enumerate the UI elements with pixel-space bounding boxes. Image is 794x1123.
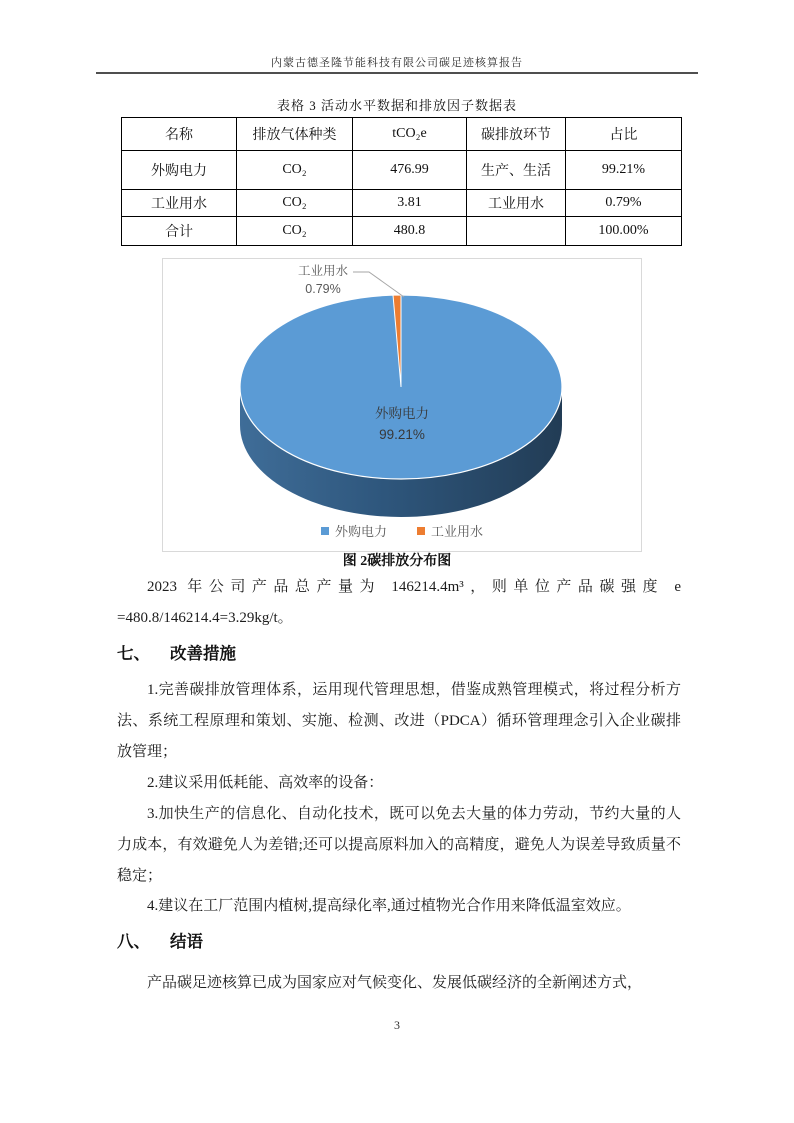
header-rule xyxy=(96,72,698,74)
col-header-share: 占比 xyxy=(566,118,682,151)
pie-callout-label xyxy=(271,262,375,298)
production-line-2: =480.8/146214.4=3.29kg/t。 xyxy=(117,610,293,626)
cell-name: 工业用水 xyxy=(122,190,237,217)
legend-swatch-orange-icon xyxy=(417,527,425,535)
cell-stage: 工业用水 xyxy=(467,190,566,217)
col-header-gas: 排放气体种类 xyxy=(237,118,353,151)
pie-chart-frame xyxy=(162,258,642,552)
paragraph-production xyxy=(117,572,681,634)
section-heading-improvement xyxy=(117,640,681,664)
cell-tco2e: 3.81 xyxy=(353,190,467,217)
improvement-item-1: 1.完善碳排放管理体系，运用现代管理思想，借鉴成熟管理模式，将过程分析方法、系统工程原理和策划、实施、检测、改进（PDCA）循环管理理念引入企业碳排放管理； xyxy=(117,682,681,760)
col-header-stage: 碳排放环节 xyxy=(467,118,566,151)
cell-stage: 生产、生活 xyxy=(467,151,566,190)
cell-tco2e: 476.99 xyxy=(353,151,467,190)
cell-share: 99.21% xyxy=(566,151,682,190)
section-number: 八、 xyxy=(117,933,150,951)
table-row xyxy=(122,151,682,190)
improvement-item-3: 3.加快生产的信息化、自动化技术，既可以免去大量的体力劳动，节约大量的人力成本，有效避免人为差错;还可以提高原料加入的高精度，避免人为误差导致质量不稳定； xyxy=(117,806,681,884)
emission-data-table xyxy=(121,117,682,246)
page-number: 3 xyxy=(394,1018,400,1032)
col-header-tco2e: tCO₂e xyxy=(353,118,467,151)
inner-value: 99.21% xyxy=(379,427,425,442)
section-title: 结语 xyxy=(170,933,203,951)
callout-value: 0.79% xyxy=(305,282,341,296)
section-title: 改善措施 xyxy=(170,645,236,663)
chart-legend xyxy=(163,521,641,540)
improvement-item-4: 4.建议在工厂范围内植树,提高绿化率,通过植物光合作用来降低温室效应。 xyxy=(147,898,631,914)
callout-category: 工业用水 xyxy=(297,264,348,278)
legend-label: 工业用水 xyxy=(431,524,484,539)
cell-gas: CO₂ xyxy=(237,151,353,190)
cell-name: 外购电力 xyxy=(122,151,237,190)
cell-share: 0.79% xyxy=(566,190,682,217)
inner-category: 外购电力 xyxy=(375,406,429,421)
table-caption: 表格 3 活动水平数据和排放因子数据表 xyxy=(276,98,517,113)
cell-gas: CO₂ xyxy=(237,217,353,246)
production-line-1: 2023 年公司产品总产量为 146214.4m³，则单位产品碳强度 e xyxy=(147,579,681,595)
figure-caption: 图 2碳排放分布图 xyxy=(342,554,452,569)
table-row-total xyxy=(122,217,682,246)
table-row xyxy=(122,190,682,217)
legend-label: 外购电力 xyxy=(334,524,387,539)
improvement-item-2: 2.建议采用低耗能、高效率的设备： xyxy=(147,775,384,791)
legend-swatch-blue-icon xyxy=(321,527,329,535)
legend-item-water xyxy=(417,521,483,540)
section-number: 七、 xyxy=(117,645,150,663)
cell-gas: CO₂ xyxy=(237,190,353,217)
conclusion-paragraph: 产品碳足迹核算已成为国家应对气候变化、发展低碳经济的全新阐述方式， xyxy=(147,975,643,991)
cell-tco2e: 480.8 xyxy=(353,217,467,246)
pie-inner-label xyxy=(342,403,462,445)
table-header-row xyxy=(122,118,682,151)
cell-share: 100.00% xyxy=(566,217,682,246)
cell-name: 合计 xyxy=(122,217,237,246)
cell-stage xyxy=(467,217,566,246)
col-header-name: 名称 xyxy=(122,118,237,151)
document-header-title: 内蒙古德圣隆节能科技有限公司碳足迹核算报告 xyxy=(271,57,523,69)
legend-item-electricity xyxy=(321,521,387,540)
section-heading-conclusion xyxy=(117,928,681,952)
